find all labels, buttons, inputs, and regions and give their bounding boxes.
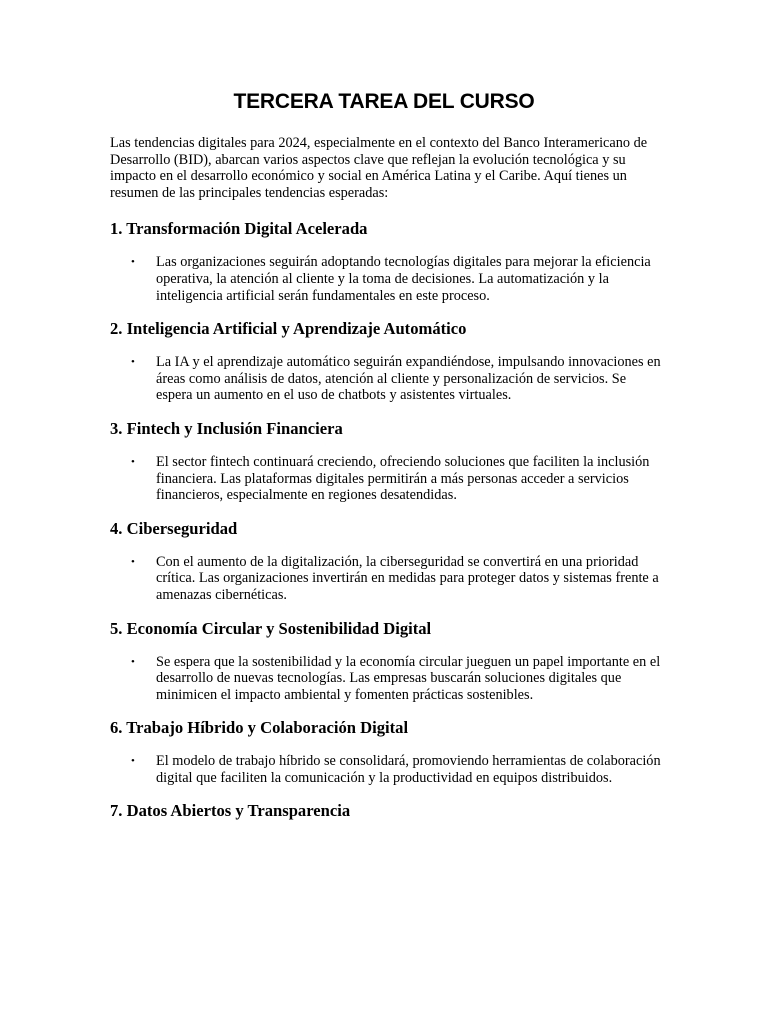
bullet-icon: • <box>131 356 135 369</box>
bullet-icon: • <box>131 256 135 269</box>
section-3-list <box>110 454 662 504</box>
bullet-icon: • <box>131 655 135 668</box>
list-item <box>110 454 662 504</box>
bullet-icon: • <box>131 555 135 568</box>
section-5-list <box>110 654 662 704</box>
bullet-text: Las organizaciones seguirán adoptando tecnologías digitales para mejorar la eficiencia operativa, la atención al cliente y la toma de decisiones. La automatización y la inteligencia artificial serán fundamentales en este proceso. <box>156 254 651 304</box>
section-4-list <box>110 554 662 604</box>
bullet-icon: • <box>131 755 135 768</box>
list-item <box>110 654 662 704</box>
bullet-text: Con el aumento de la digitalización, la ciberseguridad se convertirá en una prioridad crítica. Las organizaciones invertirán en medidas para proteger datos y sistemas frente a amenazas cibernéticas. <box>156 553 659 603</box>
section-heading-3: 3. Fintech y Inclusión Financiera <box>110 418 343 438</box>
section-heading-4: 4. Ciberseguridad <box>110 518 238 538</box>
list-item <box>110 753 662 786</box>
section-heading-6: 6. Trabajo Híbrido y Colaboración Digital <box>110 718 409 738</box>
section-heading-1: 1. Transformación Digital Acelerada <box>110 219 368 239</box>
document-body <box>110 135 662 836</box>
list-item <box>110 354 662 404</box>
section-heading-2: 2. Inteligencia Artificial y Aprendizaje Automático <box>110 319 467 339</box>
bullet-text: El modelo de trabajo híbrido se consolidará, promoviendo herramientas de colaboración digital que faciliten la comunicación y la productividad en equipos distribuidos. <box>156 753 661 786</box>
bullet-icon: • <box>131 455 135 468</box>
document-title: TERCERA TAREA DEL CURSO <box>233 90 535 113</box>
section-6-list <box>110 753 662 786</box>
list-item <box>110 254 662 304</box>
bullet-text: La IA y el aprendizaje automático seguirán expandiéndose, impulsando innovaciones en áreas como análisis de datos, atención al cliente y personalización de servicios. Se espera un aumento en el uso de chatbots y asistentes virtuales. <box>156 354 661 404</box>
intro-paragraph: Las tendencias digitales para 2024, especialmente en el contexto del Banco Interamericano de Desarrollo (BID), abarcan varios aspectos clave que reflejan la evolución tecnológica y su impacto en el desarrollo económico y social en América Latina y el Caribe. Aquí tienes un resumen de las principales tendencias esperadas: <box>110 135 648 201</box>
section-heading-5: 5. Economía Circular y Sostenibilidad Digital <box>110 618 432 638</box>
bullet-text: Se espera que la sostenibilidad y la economía circular jueguen un papel importante en el desarrollo de nuevas tecnologías. Las empresas buscarán soluciones digitales que minimicen el impacto ambiental y fomenten prácticas sostenibles. <box>156 653 661 703</box>
bullet-text: El sector fintech continuará creciendo, ofreciendo soluciones que faciliten la inclusión financiera. Las plataformas digitales permitirán a más personas acceder a servicios financieros, especialmente en regiones desatendidas. <box>156 453 650 504</box>
section-1-list <box>110 254 662 304</box>
section-2-list <box>110 354 662 404</box>
section-heading-7: 7. Datos Abiertos y Transparencia <box>110 801 351 821</box>
list-item <box>110 554 662 604</box>
